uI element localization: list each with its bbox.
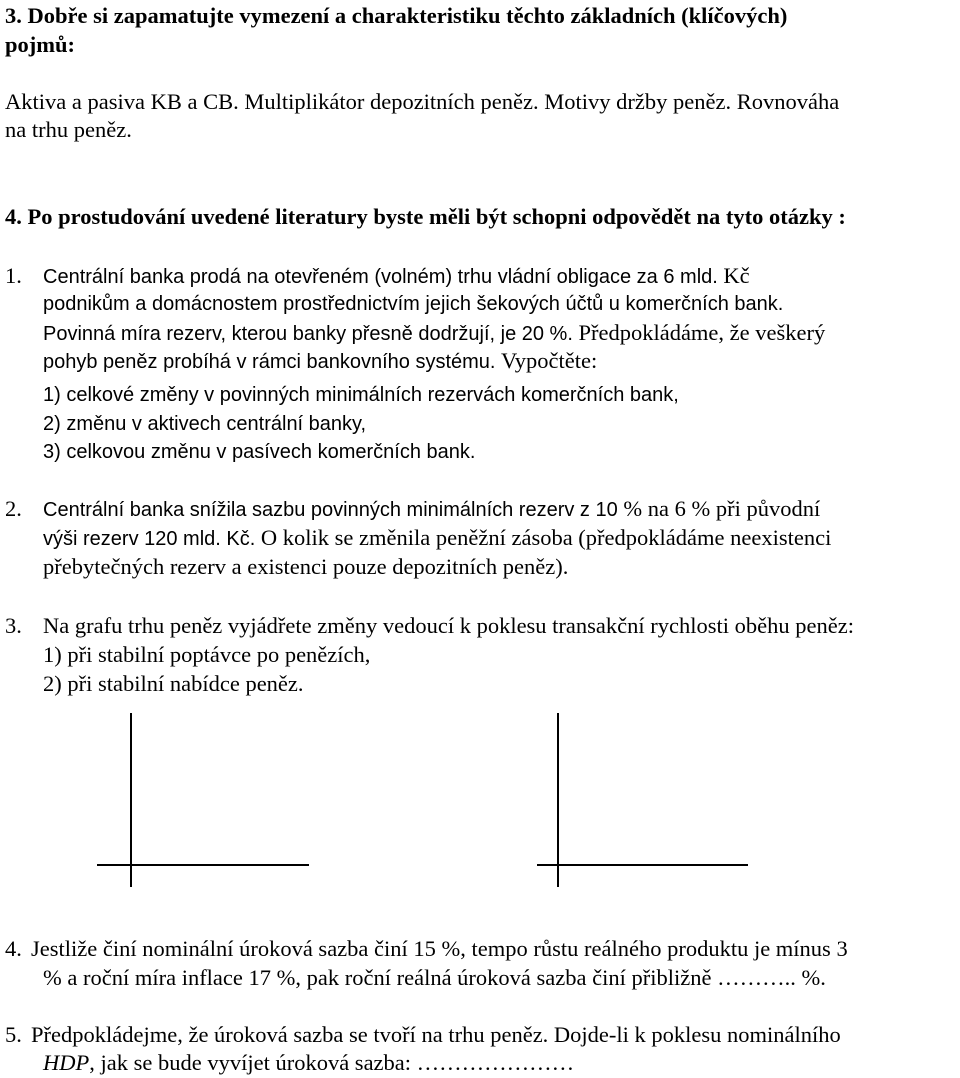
q2-line1: Centrální banka snížila sazbu povinných minimálních rezerv z 10 % na 6 % při původní: [43, 496, 821, 521]
graph2-y-axis: [557, 713, 559, 887]
graph1-x-axis: [97, 864, 309, 866]
q1-number: 1.: [5, 263, 22, 288]
section3-heading-line2: pojmů:: [5, 32, 76, 57]
q4-number: 4.: [5, 936, 22, 961]
q3-item-2: 2) při stabilní nabídce peněz.: [43, 671, 304, 696]
q5-number: 5.: [5, 1022, 22, 1047]
section4-heading: 4. Po prostudování uvedené literatury byste měli být schopni odpovědět na tyto otázky :: [5, 204, 846, 229]
q1-item-3: 3) celkovou změnu v pasívech komerčních bank.: [43, 441, 476, 463]
q1-item-1: 1) celkové změny v povinných minimálních rezervách komerčních bank,: [43, 384, 679, 406]
q5-line1: Předpokládejme, že úroková sazba se tvoří na trhu peněz. Dojde-li k poklesu nominálního: [31, 1022, 841, 1047]
graph2-x-axis: [537, 864, 748, 866]
q2-line2: výši rezerv 120 mld. Kč. O kolik se změnila peněžní zásoba (předpokládáme neexistenci: [43, 525, 832, 550]
q2-line3: přebytečných rezerv a existenci pouze depozitních peněz).: [43, 554, 569, 579]
q1-item-2: 2) změnu v aktivech centrální banky,: [43, 413, 367, 435]
section3-body-line1: Aktiva a pasiva KB a CB. Multiplikátor depozitních peněz. Motivy držby peněz. Rovnováha: [5, 89, 840, 114]
q5-line2: HDP, jak se bude vyvíjet úroková sazba: …………………: [43, 1050, 575, 1075]
q4-line1: Jestliže činí nominální úroková sazba činí 15 %, tempo růstu reálného produktu je mínus 3: [31, 936, 848, 961]
section3-body-line2: na trhu peněz.: [5, 117, 132, 142]
section3-heading-line1: 3. Dobře si zapamatujte vymezení a charakteristiku těchto základních (klíčových): [5, 3, 788, 28]
q1-line2: podnikům a domácnostem prostřednictvím jejich šekových účtů u komerčních bank.: [43, 293, 784, 315]
graph1-y-axis: [130, 713, 132, 887]
q5-hdp-term: HDP: [43, 1050, 90, 1075]
q3-item-1: 1) při stabilní poptávce po penězích,: [43, 642, 371, 667]
q1-line1: Centrální banka prodá na otevřeném (volném) trhu vládní obligace za 6 mld. Kč: [43, 263, 750, 288]
q1-line4: pohyb peněz probíhá v rámci bankovního systému. Vypočtěte:: [43, 348, 598, 373]
q3-number: 3.: [5, 613, 22, 638]
q3-line1: Na grafu trhu peněz vyjádřete změny vedoucí k poklesu transakční rychlosti oběhu peněz:: [43, 613, 854, 638]
q1-line3: Povinná míra rezerv, kterou banky přesně dodržují, je 20 %. Předpokládáme, že veškerý: [43, 320, 826, 345]
q4-line2: % a roční míra inflace 17 %, pak roční reálná úroková sazba činí přibližně ……….. %.: [43, 965, 826, 990]
q2-number: 2.: [5, 496, 22, 521]
